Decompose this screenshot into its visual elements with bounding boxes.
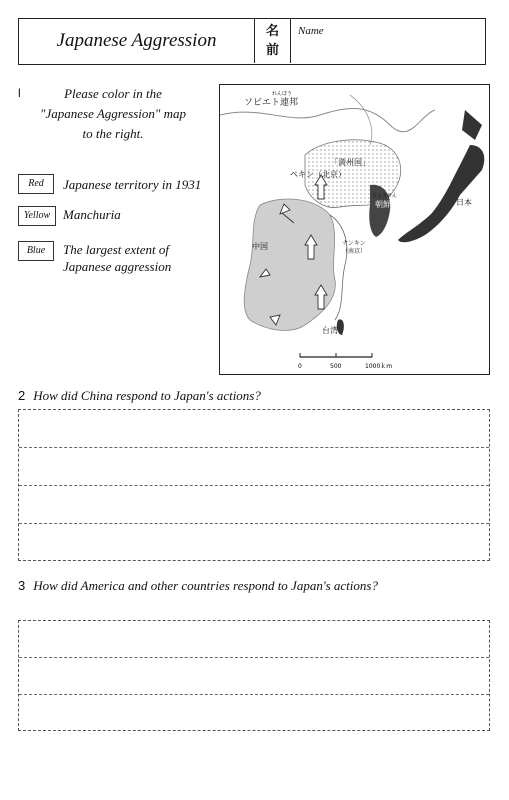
river-line <box>350 95 372 145</box>
soviet-label: ソビエト連邦 <box>244 98 299 108</box>
legend-label-blue-line2: Japanese aggression <box>63 259 172 274</box>
scale-bar <box>298 353 392 370</box>
japanese-aggression-map <box>219 84 490 375</box>
answer-line[interactable] <box>19 524 489 560</box>
question-2 <box>18 388 261 404</box>
name-field-label: Name <box>298 25 324 37</box>
legend-label-blue <box>63 241 171 275</box>
hokkaido-region <box>462 110 482 140</box>
answer-area-q3[interactable] <box>18 620 490 731</box>
answer-area-q2[interactable] <box>18 409 490 561</box>
china-label: 中国 <box>252 242 268 251</box>
q1-instructions <box>18 84 208 144</box>
nanjing-kanji-label: （南京） <box>342 248 367 255</box>
japan-region <box>398 145 484 242</box>
question-3-number: 3 <box>18 578 26 593</box>
answer-line[interactable] <box>19 448 489 486</box>
question-3-text: How did America and other countries respond to Japan's actions? <box>33 578 378 593</box>
name-kanji-label <box>255 19 291 63</box>
question-2-number: 2 <box>18 388 26 403</box>
answer-line[interactable] <box>19 486 489 524</box>
instruction-line-2: "Japanese Aggression" map <box>40 106 186 121</box>
legend-label-yellow: Manchuria <box>63 207 121 222</box>
question-2-text: How did China respond to Japan's actions? <box>33 388 261 403</box>
question-3 <box>18 578 378 594</box>
beijing-label: ペキン（北京） <box>290 170 346 179</box>
korea-label: 朝鮮 <box>375 200 391 209</box>
scale-mid: 500 <box>330 363 342 370</box>
answer-line[interactable] <box>19 695 489 730</box>
question-1-number: l <box>18 86 21 100</box>
answer-line[interactable] <box>19 621 489 658</box>
scale-end: 1000ｋm <box>365 363 393 370</box>
map-svg <box>220 85 490 375</box>
legend-box-blue: Blue <box>18 241 54 261</box>
kanji-na: 名 <box>265 24 279 39</box>
manchukuo-label: 「満州国」 <box>330 158 370 167</box>
china-occupied-region <box>244 199 335 330</box>
legend-label-red: Japanese territory in 1931 <box>63 177 202 192</box>
header-box <box>18 18 486 65</box>
worksheet-title: Japanese Aggression <box>19 19 255 63</box>
legend-box-red: Red <box>18 174 54 194</box>
soviet-border-line <box>220 108 435 131</box>
instruction-line-3: to the right. <box>82 126 144 141</box>
instruction-line-1: Please color in the <box>64 86 162 101</box>
scale-zero: 0 <box>298 363 302 370</box>
japan-label: 日本 <box>456 198 472 207</box>
kanji-mae: 前 <box>265 43 279 58</box>
nanjing-label: ナンキン <box>342 240 366 247</box>
chosen-ruby: ちょうせん <box>372 193 398 199</box>
legend-box-yellow: Yellow <box>18 206 56 226</box>
taiwan-label: 台湾 <box>322 326 338 335</box>
answer-line[interactable] <box>19 658 489 695</box>
soviet-ruby: れんぽう <box>272 91 293 97</box>
answer-line[interactable] <box>19 410 489 448</box>
legend-label-blue-line1: The largest extent of <box>63 242 170 257</box>
